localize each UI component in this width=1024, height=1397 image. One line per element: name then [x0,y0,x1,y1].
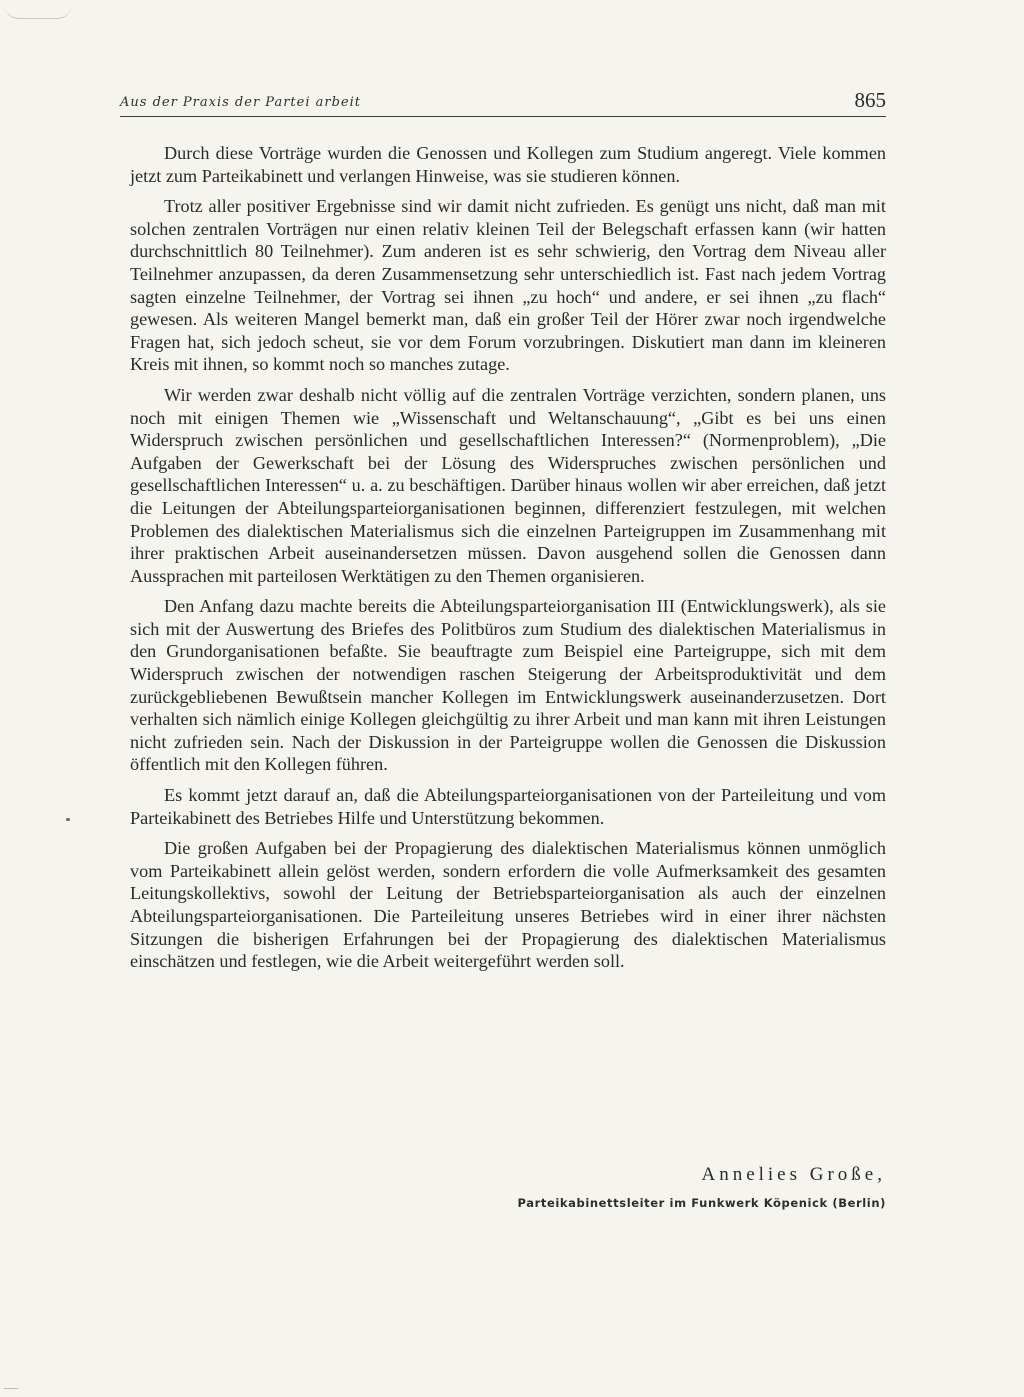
paragraph-4: Den Anfang dazu machte bereits die Abteilungsparteiorganisation III (Entwicklungswerk), als sie sich mit der Auswertung des Briefes des Politbüros zum Studium des dialektischen Materialismus in den Grundorganisationen befaßte. Sie beauftragte zum Beispiel eine Parteigruppe, sich mit dem Widerspruch zwischen der notwendigen raschen Steigerung der Arbeitsproduktivität und dem zurückgebliebenen Bewußtsein mancher Kollegen im Entwicklungswerk auseinanderzusetzen. Dort verhalten sich nämlich einige Kollegen gleichgültig zu ihrer Arbeit und man kann mit ihren Leistungen nicht zufrieden sein. Nach der Diskussion in der Parteigruppe wollen die Genossen die Diskussion öffentlich mit den Kollegen führen. [130,596,886,775]
running-head: Aus der Praxis der Partei arbeit [120,95,361,110]
paragraph-3: Wir werden zwar deshalb nicht völlig auf die zentralen Vorträge verzichten, sondern planen, uns noch mit einigen Themen wie „Wissenschaft und Weltanschauung“, „Gibt es bei uns einen Widerspruch zwischen persönlichen und gesellschaftlichen Interessen?“ (Normenproblem), „Die Aufgaben der Gewerkschaft bei der Lösung des Widerspruches zwischen persönlichen und gesellschaftlichen Interessen“ u. a. zu beschäftigen. Darüber hinaus wollen wir aber erreichen, daß jetzt die Leitungen der Abteilungsparteiorganisationen beginnen, differenziert festzulegen, mit welchen Problemen des dialektischen Materialismus sich die einzelnen Parteigruppen im Zusammenhang mit ihrer praktischen Arbeit auseinandersetzen müssen. Davon ausgehend sollen die Genossen dann Aussprachen mit parteilosen Werktätigen zu den Themen organisieren. [130,384,886,586]
scan-artifact-bottom [4,1388,18,1395]
paragraph-1: Durch diese Vorträge wurden die Genossen und Kollegen zum Studium angeregt. Viele kommen jetzt zum Parteikabinett und verlangen Hinweise, was sie studieren können. [130,143,886,186]
paragraph-2: Trotz aller positiver Ergebnisse sind wir damit nicht zufrieden. Es genügt uns nicht, daß man mit solchen zentralen Vorträgen nur einen relativ kleinen Teil der Belegschaft erfassen kann (wir hatten durchschnittlich 80 Teilnehmer). Zum anderen ist es sehr schwierig, den Vortrag dem Niveau aller Teilnehmer anzupassen, da deren Zusammensetzung sehr unterschiedlich ist. Fast nach jedem Vortrag sagten einzelne Teilnehmer, der Vortrag sei ihnen „zu hoch“ und andere, er sei ihnen „zu flach“ gewesen. Als weiteren Mangel bemerkt man, daß ein großer Teil der Hörer zwar noch irgendwelche Fragen hat, sich jedoch scheut, sie vor dem Forum vorzubringen. Diskutiert man dann im kleineren Kreis mit ihnen, so kommt noch so manches zutage. [130,196,886,375]
author-role: Parteikabinettsleiter im Funkwerk Köpenick (Berlin) [517,1196,886,1210]
page-number: 865 [854,88,886,112]
scan-artifact [4,4,72,19]
author-signature: Annelies Große, [701,1164,886,1185]
article-body [130,142,886,981]
margin-mark [66,818,70,821]
paragraph-5: Es kommt jetzt darauf an, daß die Abteilungsparteiorganisationen von der Parteileitung und vom Parteikabinett des Betriebes Hilfe und Unterstützung bekommen. [130,785,886,828]
paragraph-6: Die großen Aufgaben bei der Propagierung des dialektischen Materialismus können unmöglich vom Parteikabinett allein gelöst werden, sondern erfordern die volle Aufmerksamkeit des gesamten Leitungskollektivs, sowohl der Leitung der Betriebsparteiorganisation als auch der einzelnen Abteilungsparteiorganisationen. Die Parteileitung unseres Betriebes wird in einer ihrer nächsten Sitzungen die bisherigen Erfahrungen bei der Propagierung des dialektischen Materialismus einschätzen und festlegen, wie die Arbeit weitergeführt werden soll. [130,838,886,972]
page-header [120,90,886,117]
